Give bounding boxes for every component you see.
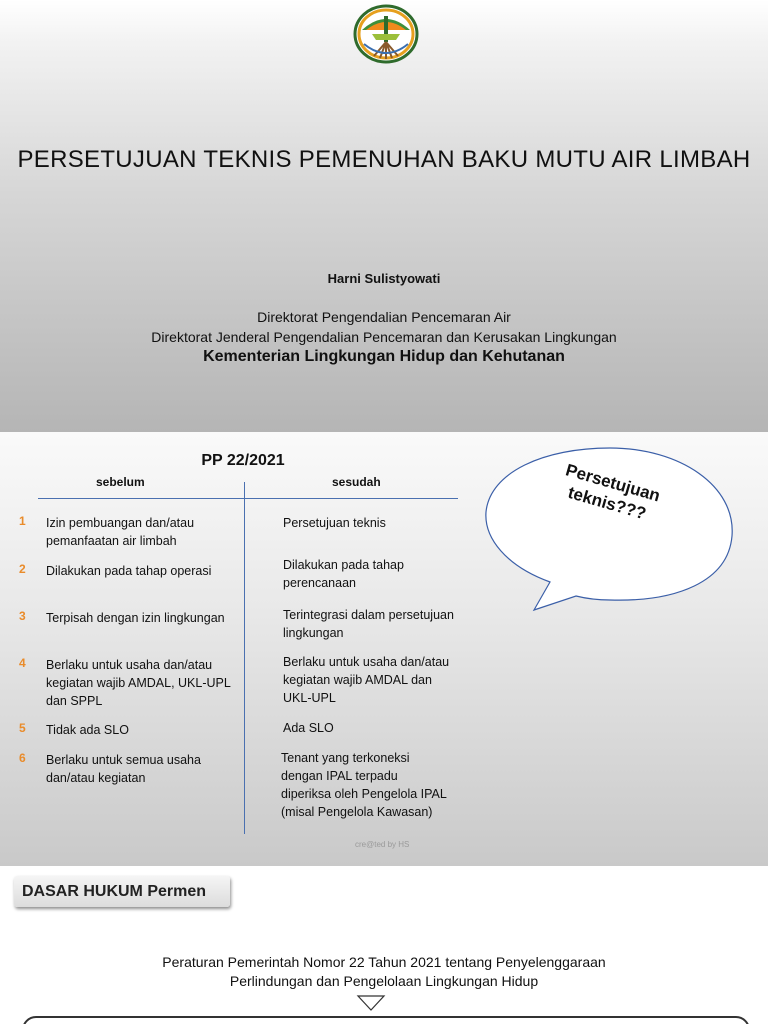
directorate-name: Direktorat Pengendalian Pencemaran Air [257, 309, 511, 325]
row-before-text: Berlaku untuk semua usaha dan/atau kegiatan [46, 753, 201, 785]
column-header-before: sebelum [96, 475, 145, 489]
row-after-text: Persetujuan teknis [283, 516, 386, 530]
triangle-down-icon [356, 994, 386, 1012]
title-slide [0, 0, 768, 432]
row-before-text: Terpisah dengan izin lingkungan [46, 611, 225, 625]
column-divider [244, 482, 245, 834]
row-after-text: Dilakukan pada tahap perencanaan [283, 558, 404, 590]
row-number: 4 [19, 656, 26, 670]
ministry-name: Kementerian Lingkungan Hidup dan Kehutanan [203, 348, 565, 365]
row-after-text: Terintegrasi dalam persetujuan lingkungan [283, 608, 454, 640]
header-divider [38, 498, 458, 499]
row-after-text: Tenant yang terkoneksi dengan IPAL terpadu diperiksa oleh Pengelola IPAL (misal Pengelola Kawasan) [281, 751, 447, 819]
author-name: Harni Sulistyowati [327, 271, 441, 286]
directorate-general-name: Direktorat Jenderal Pengendalian Pencemaran dan Kerusakan Lingkungan [151, 329, 617, 345]
row-after-text: Ada SLO [283, 721, 334, 735]
row-before-text: Izin pembuangan dan/atau pemanfaatan air limbah [46, 516, 195, 548]
row-number: 2 [19, 562, 26, 576]
row-number: 5 [19, 721, 26, 735]
slide-title: PERSETUJUAN TEKNIS PEMENUHAN BAKU MUTU AIR LIMBAH [17, 146, 751, 173]
row-after-text: Berlaku untuk usaha dan/atau kegiatan wajib AMDAL dan UKL-UPL [283, 655, 450, 705]
row-before-text: Tidak ada SLO [46, 723, 129, 737]
legal-basis-slide [0, 866, 768, 1024]
row-before-text: Berlaku untuk usaha dan/atau kegiatan wajib AMDAL, UKL-UPL dan SPPL [46, 658, 231, 708]
row-number: 3 [19, 609, 26, 623]
comparison-slide [0, 432, 768, 866]
bubble-question: Persetujuan teknis??? [563, 460, 663, 524]
row-number: 6 [19, 751, 26, 765]
regulation-line-1: Peraturan Pemerintah Nomor 22 Tahun 2021 tentang Penyelenggaraan [162, 954, 606, 970]
credit-text: cre@ted by HS [355, 840, 410, 849]
regulation-title: PP 22/2021 [201, 452, 285, 469]
row-before-text: Dilakukan pada tahap operasi [46, 564, 212, 578]
regulation-line-2: Perlindungan dan Pengelolaan Lingkungan Hidup [229, 973, 539, 989]
ministry-logo-icon [352, 4, 420, 64]
content-box [22, 1016, 750, 1024]
legal-basis-button[interactable]: DASAR HUKUM Permen [14, 876, 230, 907]
row-number: 1 [19, 514, 26, 528]
speech-bubble-icon [480, 442, 740, 622]
column-header-after: sesudah [332, 475, 381, 489]
